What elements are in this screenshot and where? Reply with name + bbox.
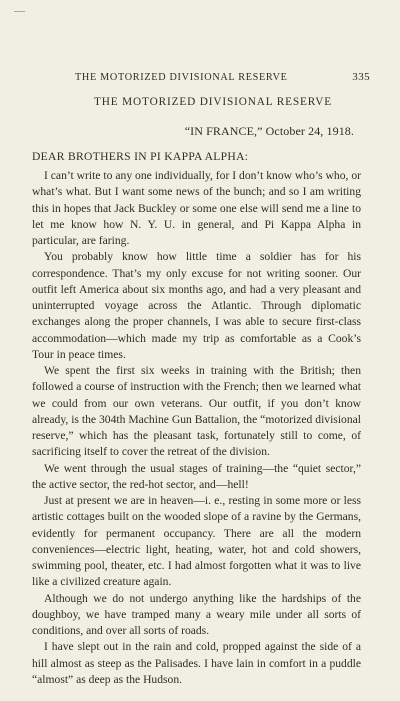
page-number: 335 [352,71,370,83]
paragraph: Although we do not undergo anything like the hardships of the doughboy, we have tramped many a weary mile under all sorts of conditions, and over all sorts of roads. [32,591,361,637]
salutation: DEAR BROTHERS IN PI KAPPA ALPHA: [32,150,249,163]
dateline: “IN FRANCE,” October 24, 1918. [184,124,354,138]
running-head-title: THE MOTORIZED DIVISIONAL RESERVE [75,72,288,83]
corner-mark: — [14,5,25,17]
letter-body [32,168,361,688]
paragraph: We went through the usual stages of training—the “quiet sector,” the active sector, the red-hot sector, and—hell! [32,461,361,491]
paragraph: You probably know how little time a soldier has for his correspondence. That’s my only excuse for not writing sooner. Our outfit left America about six months ago, and had a very pleasant and uninterrupted voyage across the Atlantic. Through diplomatic exchanges along the proper channels, I was able to secure first-class accommodation—which made my trip as comfortable as a Cook’s Tour in peace times. [32,250,361,361]
paragraph: Just at present we are in heaven—i. e., resting in some more or less artistic cottages built on the wooded slope of a ravine by the Germans, evidently for permanent occupancy. There are all the modern conveniences—electric light, heating, water, hot and cold showers, swimming pool, theater, etc. I had almost forgotten what it was to live like a civilized creature again. [32,494,361,589]
paragraph: I can’t write to any one individually, for I don’t know who’s who, or what’s what. But I want some news of the bunch; and so I am writing this in hopes that Jack Buckley or some one else will send me a line to let me know how N. Y. U. in general, and Pi Kappa Alpha in particular, are faring. [32,169,361,247]
running-head [74,71,370,83]
paragraph: We spent the first six weeks in training with the British; then followed a course of instruction with the French; then we learned what we could from our own veterans. Our outfit, if you don’t know already, is the 304th Machine Gun Battalion, the “motorized divisional reserve,” which has the pleasant task, fortunately still to come, of sacrificing itself to cover the retreat of the division. [32,364,361,459]
article-title: THE MOTORIZED DIVISIONAL RESERVE [93,96,333,108]
paragraph: I have slept out in the rain and cold, propped against the side of a hill almost as steep as the Palisades. I have lain in comfort in a puddle “almost” as deep as the Hudson. [32,640,361,686]
